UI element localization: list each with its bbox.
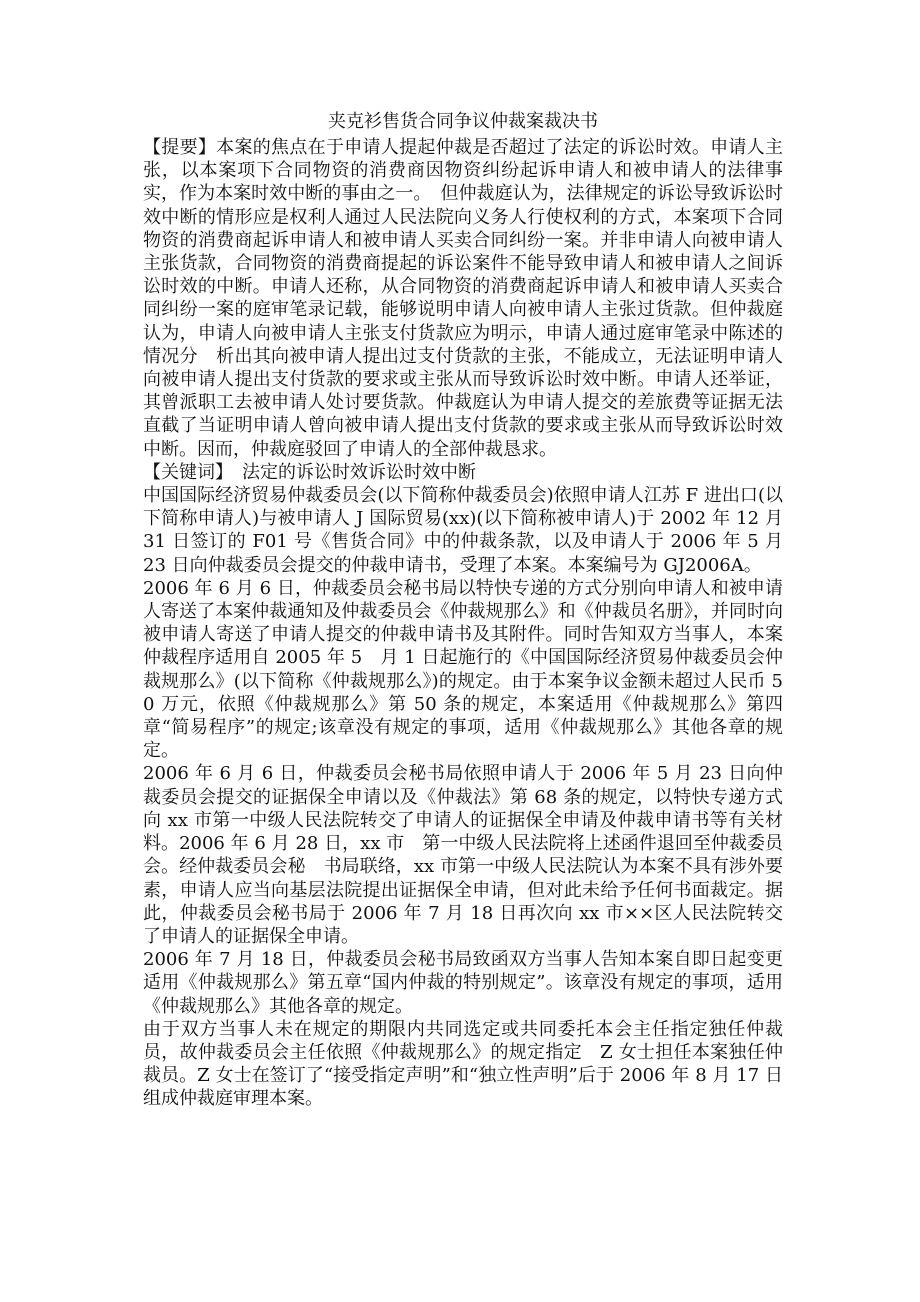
body-paragraph: 2006 年 6 月 6 日，仲裁委员会秘书局以特快专递的方式分别向申请人和被申请人寄送了本案仲裁通知及仲裁委员会《仲裁规那么》和《仲裁员名册》，并同时向被申请人寄送了申请人提交的仲裁申请书及其附件。同时告知双方当事人，本案仲裁程序适用自 2005 年 5 月 1 日起施行的《中国国际经济贸易仲裁委员会仲裁规那么》(以下简称《仲裁规那么》)的规定。由于本案争议金额未超过人民币 50 万元，依照《仲裁规那么》第 50 条的规定，本案适用《仲裁规那么》第四章“简易程序”的规定;该章没有规定的事项，适用《仲裁规那么》其他各章的规定。 — [143, 577, 783, 762]
document-title: 夹克衫售货合同争议仲裁案裁决书 — [328, 111, 598, 132]
body-paragraph: 2006 年 7 月 18 日，仲裁委员会秘书局致函双方当事人告知本案自即日起变更适用《仲裁规那么》第五章“国内仲裁的特别规定”。该章没有规定的事项，适用《仲裁规那么》其他各章的规定。 — [143, 949, 783, 1017]
body-paragraph: 由于双方当事人未在规定的期限内共同选定或共同委托本会主任指定独任仲裁员，故仲裁委员会主任依照《仲裁规那么》的规定指定 Z 女士担任本案独任仲裁员。Z 女士在签订了“接受指定声明”和“独立性声明”后于 2006 年 8 月 17 日组成仲裁庭审理本案。 — [143, 1018, 783, 1110]
body-paragraph: 2006 年 6 月 6 日，仲裁委员会秘书局依照申请人于 2006 年 5 月 23 日向仲裁委员会提交的证据保全申请以及《仲裁法》第 68 条的规定，以特快专递方式向 xx 市第一中级人民法院转交了申请人的证据保全申请及仲裁申请书等有关材料。2006 年 6 月 28 日，xx 市 第一中级人民法院将上述函件退回至仲裁委员会。经仲裁委员会秘 书局联络，xx 市第一中级人民法院认为本案不具有涉外要素，申请人应当向基层法院提出证据保全申请，但对此未给予任何书面裁定。据此，仲裁委员会秘书局于 2006 年 7 月 18 日再次向 xx 市××区人民法院转交了申请人的证据保全申请。 — [143, 763, 783, 947]
summary-paragraph: 【提要】本案的焦点在于申请人提起仲裁是否超过了法定的诉讼时效。申请人主张，以本案项下合同物资的消费商因物资纠纷起诉申请人和被申请人的法律事实，作为本案时效中断的事由之一。 但仲裁庭认为，法律规定的诉讼导致诉讼时效中断的情形应是权利人通过人民法院向义务人行使权利的方式，本案项下合同物资的消费商起诉申请人和被申请人买卖合同纠纷一案。并非申请人向被申请人主张货款，合同物资的消费商提起的诉讼案件不能导致申请人和被申请人之间诉讼时效的中断。申请人还称，从合同物资的消费商起诉申请人和被申请人买卖合同纠纷一案的庭审笔录记载，能够说明申请人向被申请人主张过货款。但仲裁庭认为，申请人向被申请人主张支付货款应为明示，申请人通过庭审笔录中陈述的情况分 析出其向被申请人提出过支付货款的主张，不能成立，无法证明申请人向被申请人提出支付货款的要求或主张从而导致诉讼时效中断。申请人还举证，其曾派职工去被申请人处讨要货款。仲裁庭认为申请人提交的差旅费等证据无法直截了当证明申请人曾向被申请人提出支付货款的要求或主张从而导致诉讼时效中断。因而，仲裁庭驳回了申请人的全部仲裁恳求。 — [143, 137, 783, 460]
document-page — [143, 110, 783, 1111]
keywords-paragraph: 【关键词】 法定的诉讼时效诉讼时效中断 — [143, 461, 476, 483]
body-paragraph: 中国国际经济贸易仲裁委员会(以下简称仲裁委员会)依照申请人江苏 F 进出口(以下简称申请人)与被申请人 J 国际贸易(xx)(以下简称被申请人)于 2002 年 12 月 31 日签订的 F01 号《售货合同》中的仲裁条款，以及申请人于 2006 年 5 月 23 日向仲裁委员会提交的仲裁申请书，受理了本案。本案编号为 GJ2006A。 — [143, 485, 783, 576]
